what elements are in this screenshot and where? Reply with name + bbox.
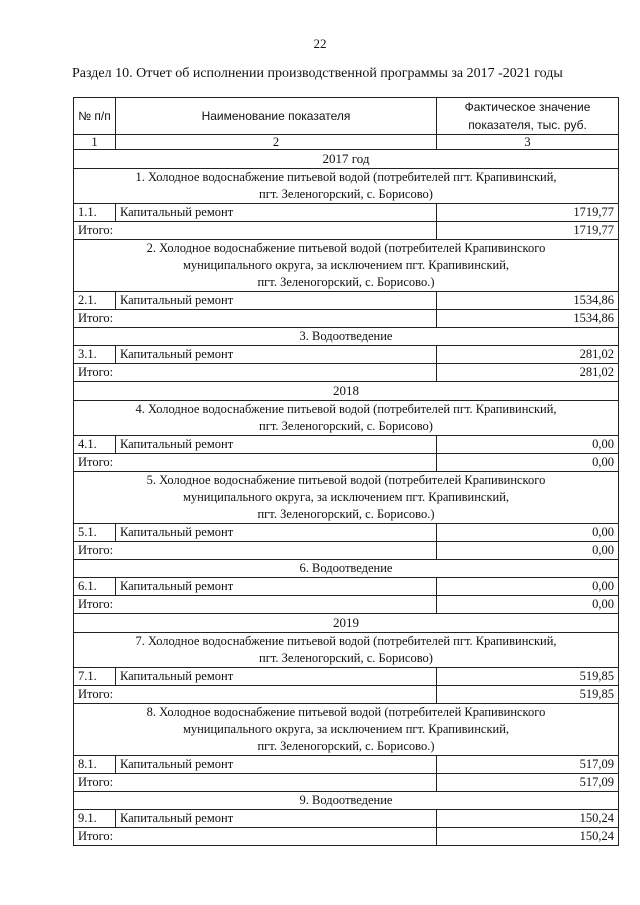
header-name: Наименование показателя bbox=[116, 98, 437, 135]
item-name: Капитальный ремонт bbox=[116, 524, 437, 542]
item-number: 9.1. bbox=[74, 810, 116, 828]
item-number: 3.1. bbox=[74, 346, 116, 364]
section-title-line: муниципального округа, за исключением пгт. Крапивинский, bbox=[182, 722, 510, 736]
item-number: 5.1. bbox=[74, 524, 116, 542]
section-row bbox=[74, 401, 619, 436]
total-row bbox=[74, 774, 619, 792]
section-title-line: пгт. Зеленогорский, с. Борисово) bbox=[259, 419, 433, 433]
item-number: 4.1. bbox=[74, 436, 116, 454]
section-title bbox=[74, 240, 619, 292]
section-heading: Раздел 10. Отчет об исполнении производственной программы за 2017 -2021 годы bbox=[72, 66, 563, 81]
column-number-row bbox=[74, 135, 619, 150]
total-value: 1534,86 bbox=[437, 310, 619, 328]
total-row bbox=[74, 542, 619, 560]
table-row bbox=[74, 756, 619, 774]
item-number: 8.1. bbox=[74, 756, 116, 774]
total-label: Итого: bbox=[74, 596, 437, 614]
item-value: 517,09 bbox=[437, 756, 619, 774]
total-row bbox=[74, 828, 619, 846]
section-title bbox=[74, 560, 619, 578]
page-number: 22 bbox=[313, 36, 327, 51]
item-name: Капитальный ремонт bbox=[116, 204, 437, 222]
item-name: Капитальный ремонт bbox=[116, 668, 437, 686]
total-row bbox=[74, 454, 619, 472]
section-title-line: 8. Холодное водоснабжение питьевой водой (потребителей Крапивинского bbox=[146, 705, 546, 719]
header-num: № п/п bbox=[74, 98, 116, 135]
total-value: 519,85 bbox=[437, 686, 619, 704]
total-row bbox=[74, 310, 619, 328]
item-value: 281,02 bbox=[437, 346, 619, 364]
item-value: 0,00 bbox=[437, 436, 619, 454]
section-title-line: 2. Холодное водоснабжение питьевой водой (потребителей Крапивинского bbox=[146, 241, 546, 255]
column-number-1: 1 bbox=[74, 135, 116, 150]
item-name: Капитальный ремонт bbox=[116, 346, 437, 364]
total-value: 0,00 bbox=[437, 542, 619, 560]
section-row bbox=[74, 169, 619, 204]
item-number: 1.1. bbox=[74, 204, 116, 222]
year-label: 2019 bbox=[74, 614, 619, 633]
item-name: Капитальный ремонт bbox=[116, 756, 437, 774]
item-value: 0,00 bbox=[437, 578, 619, 596]
section-row bbox=[74, 633, 619, 668]
total-label: Итого: bbox=[74, 364, 437, 382]
total-label: Итого: bbox=[74, 310, 437, 328]
total-row bbox=[74, 686, 619, 704]
column-number-3: 3 bbox=[437, 135, 619, 150]
year-label: 2017 год bbox=[74, 150, 619, 169]
table-row bbox=[74, 346, 619, 364]
total-label: Итого: bbox=[74, 774, 437, 792]
section-title-line: пгт. Зеленогорский, с. Борисово.) bbox=[257, 507, 435, 521]
header-value: Фактическое значение показателя, тыс. руб. bbox=[437, 98, 619, 135]
section-title-line: муниципального округа, за исключением пгт. Крапивинский, bbox=[182, 490, 510, 504]
table-row bbox=[74, 524, 619, 542]
total-row bbox=[74, 596, 619, 614]
section-title-line: 1. Холодное водоснабжение питьевой водой (потребителей пгт. Крапивинский, bbox=[135, 170, 557, 184]
section-title-line: пгт. Зеленогорский, с. Борисово) bbox=[259, 187, 433, 201]
year-row bbox=[74, 150, 619, 169]
table-row bbox=[74, 292, 619, 310]
total-value: 0,00 bbox=[437, 454, 619, 472]
item-value: 0,00 bbox=[437, 524, 619, 542]
total-label: Итого: bbox=[74, 828, 437, 846]
section-row bbox=[74, 328, 619, 346]
table-row bbox=[74, 204, 619, 222]
table-row bbox=[74, 578, 619, 596]
section-title-line: пгт. Зеленогорский, с. Борисово) bbox=[259, 651, 433, 665]
section-title-line: 4. Холодное водоснабжение питьевой водой (потребителей пгт. Крапивинский, bbox=[135, 402, 557, 416]
section-title bbox=[74, 169, 619, 204]
column-number-2: 2 bbox=[116, 135, 437, 150]
item-value: 1534,86 bbox=[437, 292, 619, 310]
total-value: 0,00 bbox=[437, 596, 619, 614]
total-value: 150,24 bbox=[437, 828, 619, 846]
total-value: 281,02 bbox=[437, 364, 619, 382]
section-title-line: 5. Холодное водоснабжение питьевой водой (потребителей Крапивинского bbox=[146, 473, 546, 487]
total-row bbox=[74, 222, 619, 240]
section-title-line: 3. Водоотведение bbox=[299, 329, 393, 343]
year-row bbox=[74, 382, 619, 401]
total-label: Итого: bbox=[74, 686, 437, 704]
item-value: 519,85 bbox=[437, 668, 619, 686]
item-name: Капитальный ремонт bbox=[116, 436, 437, 454]
total-label: Итого: bbox=[74, 542, 437, 560]
item-number: 7.1. bbox=[74, 668, 116, 686]
section-title-line: муниципального округа, за исключением пгт. Крапивинский, bbox=[182, 258, 510, 272]
item-value: 1719,77 bbox=[437, 204, 619, 222]
item-name: Капитальный ремонт bbox=[116, 810, 437, 828]
total-value: 517,09 bbox=[437, 774, 619, 792]
section-title bbox=[74, 401, 619, 436]
report-table bbox=[73, 97, 619, 846]
section-title bbox=[74, 792, 619, 810]
total-value: 1719,77 bbox=[437, 222, 619, 240]
section-title-line: пгт. Зеленогорский, с. Борисово.) bbox=[257, 739, 435, 753]
year-row bbox=[74, 614, 619, 633]
total-label: Итого: bbox=[74, 454, 437, 472]
section-title bbox=[74, 704, 619, 756]
section-title-line: пгт. Зеленогорский, с. Борисово.) bbox=[257, 275, 435, 289]
table-row bbox=[74, 668, 619, 686]
item-name: Капитальный ремонт bbox=[116, 292, 437, 310]
section-row bbox=[74, 704, 619, 756]
year-label: 2018 bbox=[74, 382, 619, 401]
section-title bbox=[74, 328, 619, 346]
table-header-row bbox=[74, 98, 619, 135]
section-title-line: 7. Холодное водоснабжение питьевой водой (потребителей пгт. Крапивинский, bbox=[135, 634, 557, 648]
table-row bbox=[74, 810, 619, 828]
item-name: Капитальный ремонт bbox=[116, 578, 437, 596]
item-value: 150,24 bbox=[437, 810, 619, 828]
item-number: 2.1. bbox=[74, 292, 116, 310]
total-row bbox=[74, 364, 619, 382]
section-title bbox=[74, 633, 619, 668]
section-title-line: 6. Водоотведение bbox=[299, 561, 393, 575]
section-row bbox=[74, 792, 619, 810]
item-number: 6.1. bbox=[74, 578, 116, 596]
section-row bbox=[74, 472, 619, 524]
section-row bbox=[74, 240, 619, 292]
total-label: Итого: bbox=[74, 222, 437, 240]
table-row bbox=[74, 436, 619, 454]
section-title-line: 9. Водоотведение bbox=[299, 793, 393, 807]
section-title bbox=[74, 472, 619, 524]
section-row bbox=[74, 560, 619, 578]
